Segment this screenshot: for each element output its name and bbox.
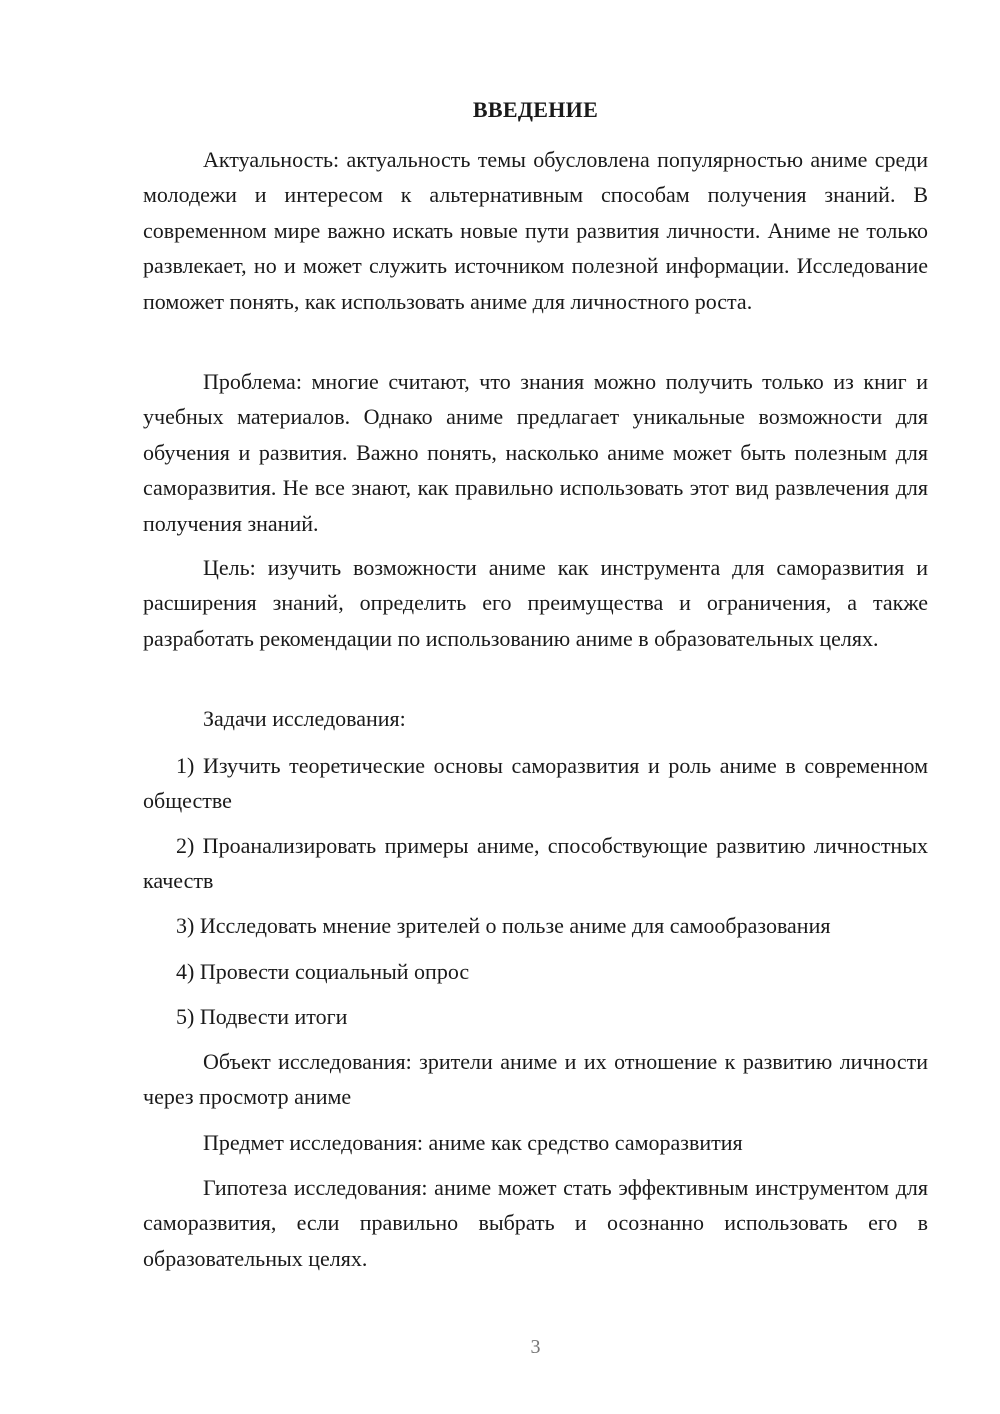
task-item-2: 2) Проанализировать примеры аниме, способствующие развитию личностных качеств <box>143 833 928 894</box>
subject-paragraph: Предмет исследования: аниме как средство саморазвития <box>203 1130 743 1155</box>
page-number: 3 <box>530 1336 541 1358</box>
task-item-4: 4) Провести социальный опрос <box>176 959 470 984</box>
hypothesis-paragraph: Гипотеза исследования: аниме может стать эффективным инструментом для саморазвития, если правильно выбрать и осознанно использовать его в образовательных целях. <box>143 1175 928 1271</box>
tasks-heading: Задачи исследования: <box>203 706 406 731</box>
goal-paragraph: Цель: изучить возможности аниме как инструмента для саморазвития и расширения знаний, определить его преимущества и ограничения, а также разработать рекомендации по использованию аниме в образовательных целях. <box>143 555 928 651</box>
task-item-1: 1) Изучить теоретические основы саморазвития и роль аниме в современном обществе <box>143 753 928 814</box>
object-paragraph: Объект исследования: зрители аниме и их отношение к развитию личности через просмотр аниме <box>143 1049 928 1110</box>
problem-paragraph: Проблема: многие считают, что знания можно получить только из книг и учебных материалов. Однако аниме предлагает уникальные возможности для обучения и развития. Важно понять, насколько аниме может быть полезным для саморазвития. Не все знают, как правильно использовать этот вид развлечения для получения знаний. <box>143 369 928 536</box>
page-title: ВВЕДЕНИЕ <box>472 97 599 122</box>
document-page <box>143 0 928 1414</box>
task-item-5: 5) Подвести итоги <box>176 1004 348 1029</box>
relevance-paragraph: Актуальность: актуальность темы обусловлена популярностью аниме среди молодежи и интересом к альтернативным способам получения знаний. В современном мире важно искать новые пути развития личности. Аниме не только развлекает, но и может служить источником полезной информации. Исследование поможет понять, как использовать аниме для личностного роста. <box>143 147 928 314</box>
task-item-3: 3) Исследовать мнение зрителей о пользе аниме для самообразования <box>176 913 831 938</box>
